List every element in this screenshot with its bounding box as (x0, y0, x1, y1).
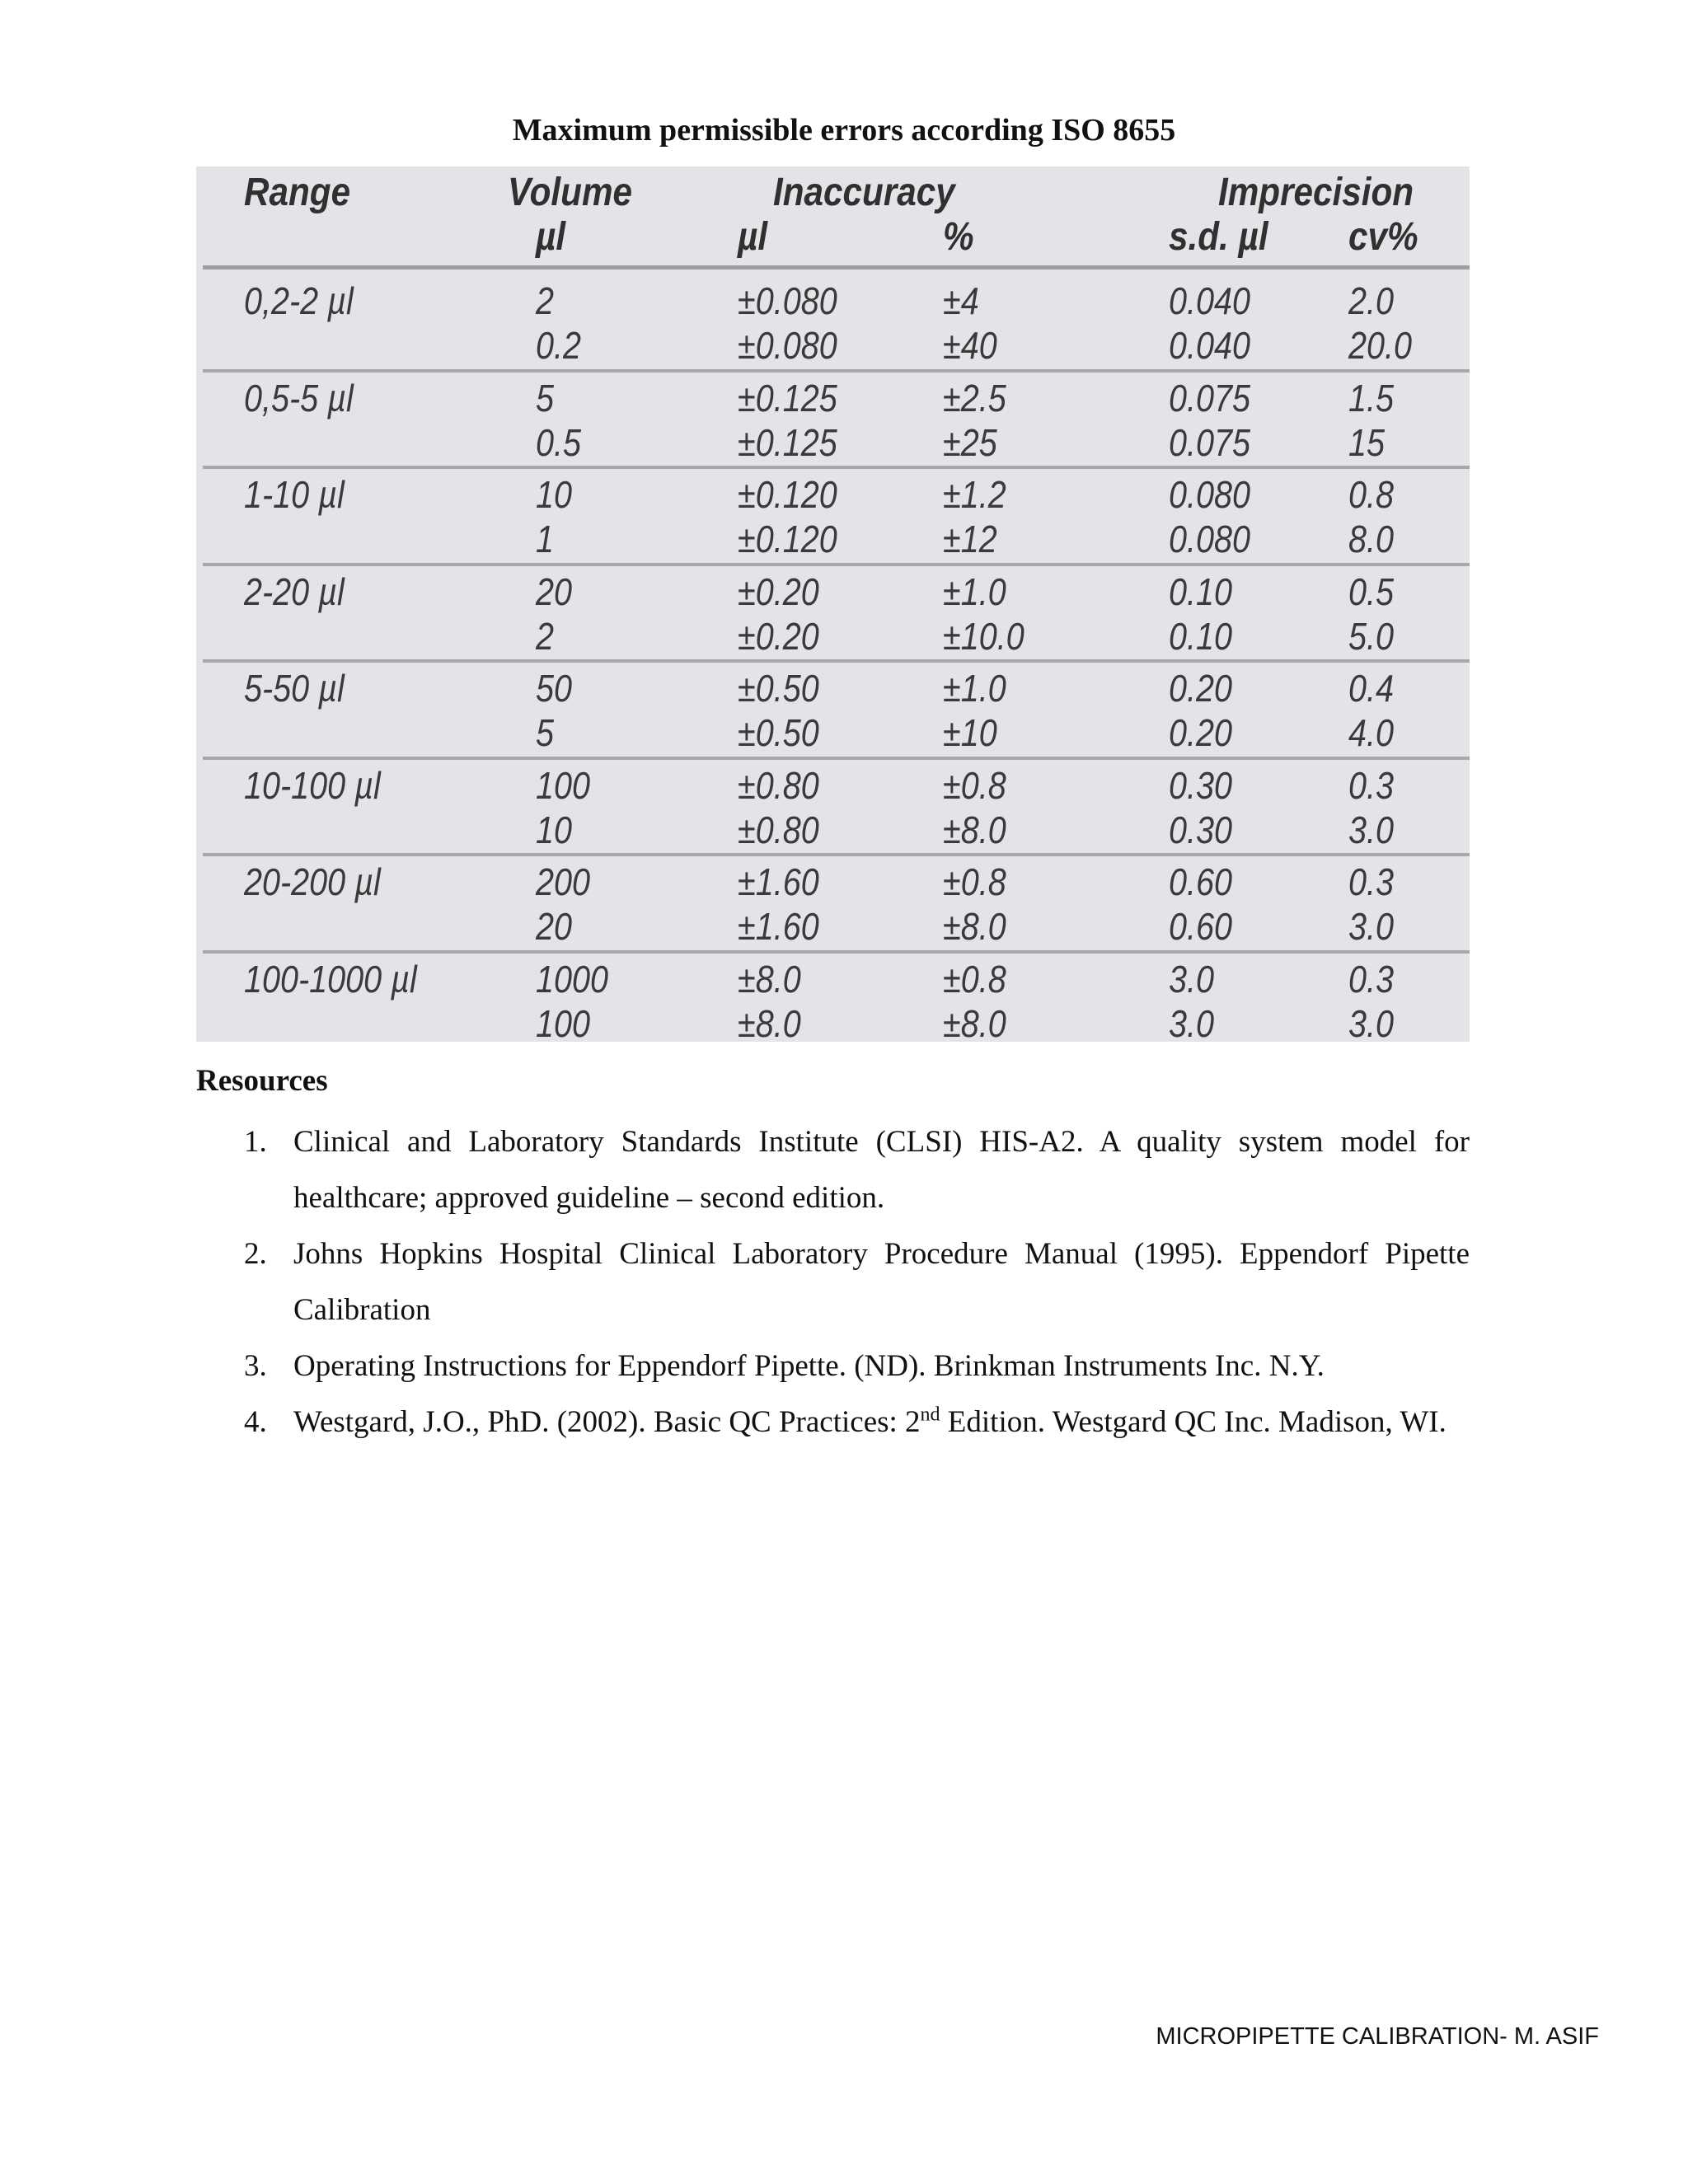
inacc-ul-cell: ±8.0 (738, 1001, 801, 1045)
reference-text: Johns Hopkins Hospital Clinical Laboratory Procedure Manual (1995). Eppendorf Pipette Calibration (293, 1237, 1470, 1327)
sd-cell: 0.30 (1169, 808, 1232, 851)
row-rule (203, 369, 1470, 373)
cv-cell: 2.0 (1348, 279, 1394, 322)
inacc-ul-cell: ±0.120 (738, 518, 837, 560)
range-cell: 0,5-5 µl (244, 376, 354, 419)
range-cell: 10-100 µl (244, 763, 381, 807)
inacc-pct-cell: ±1.0 (943, 667, 1006, 710)
sd-cell: 0.075 (1169, 376, 1251, 419)
volume-cell: 2 (536, 279, 555, 322)
cv-cell: 8.0 (1348, 518, 1394, 560)
row-rule (203, 950, 1470, 954)
range-cell: 100-1000 µl (244, 957, 417, 1001)
inacc-pct-cell: ±8.0 (943, 905, 1006, 948)
range-cell: 2-20 µl (244, 569, 345, 613)
sd-cell: 0.075 (1169, 420, 1251, 464)
inacc-pct-cell: ±8.0 (943, 808, 1006, 851)
row-rule (203, 853, 1470, 856)
reference-number: 2. (244, 1237, 267, 1271)
inacc-ul-cell: ±0.80 (738, 763, 819, 807)
reference-superscript: nd (920, 1404, 940, 1426)
reference-number: 4. (244, 1405, 267, 1439)
reference-text: Clinical and Laboratory Standards Institute (CLSI) HIS-A2. A quality system model for healthcare; approved guideline – second edition. (293, 1125, 1470, 1215)
inacc-pct-cell: ±1.2 (943, 473, 1006, 516)
volume-cell: 50 (536, 667, 573, 710)
cv-cell: 0.3 (1348, 957, 1394, 1001)
inacc-pct-cell: ±4 (943, 279, 979, 322)
volume-cell: 1 (536, 518, 555, 560)
cv-cell: 0.3 (1348, 763, 1394, 807)
inacc-pct-cell: ±0.8 (943, 957, 1006, 1001)
inacc-ul-cell: ±0.120 (738, 473, 837, 516)
header-inaccuracy: Inaccuracy (773, 171, 955, 214)
volume-cell: 0.5 (536, 420, 581, 464)
inacc-ul-cell: ±0.125 (738, 420, 837, 464)
sd-cell: 0.040 (1169, 279, 1251, 322)
inacc-pct-cell: ±0.8 (943, 763, 1006, 807)
reference-item-2 (196, 1226, 1470, 1338)
inacc-pct-cell: ±2.5 (943, 376, 1006, 419)
cv-cell: 4.0 (1348, 711, 1394, 754)
cv-cell: 0.8 (1348, 473, 1394, 516)
sd-cell: 0.10 (1169, 614, 1232, 658)
cv-cell: 0.4 (1348, 667, 1394, 710)
volume-cell: 10 (536, 808, 573, 851)
inacc-ul-cell: ±0.20 (738, 614, 819, 658)
row-rule (203, 659, 1470, 663)
reference-text (293, 1405, 1447, 1439)
volume-cell: 5 (536, 711, 555, 754)
header-range: Range (244, 171, 351, 214)
inacc-ul-cell: ±0.080 (738, 279, 837, 322)
header-inaccuracy-ul: µl (738, 215, 768, 259)
reference-item-3 (196, 1338, 1470, 1394)
volume-cell: 200 (536, 860, 591, 903)
reference-list (196, 1114, 1470, 1451)
sd-cell: 0.080 (1169, 518, 1251, 560)
inacc-pct-cell: ±25 (943, 420, 997, 464)
reference-text-before: Westgard, J.O., PhD. (2002). Basic QC Practices: 2 (293, 1405, 921, 1439)
header-imprecision: Imprecision (1218, 171, 1414, 214)
inacc-pct-cell: ±10.0 (943, 614, 1025, 658)
resources-heading: Resources (196, 1064, 328, 1098)
inacc-pct-cell: ±40 (943, 324, 997, 367)
inacc-ul-cell: ±0.080 (738, 324, 837, 367)
volume-cell: 0.2 (536, 324, 581, 367)
page-title: Maximum permissible errors according ISO 8655 (512, 113, 1176, 148)
volume-cell: 10 (536, 473, 573, 516)
range-cell: 5-50 µl (244, 667, 345, 710)
sd-cell: 3.0 (1169, 957, 1214, 1001)
cv-cell: 3.0 (1348, 808, 1394, 851)
header-sd-ul: s.d. µl (1169, 215, 1268, 259)
reference-number: 3. (244, 1349, 267, 1383)
reference-text-after: Edition. Westgard QC Inc. Madison, WI. (940, 1405, 1447, 1439)
header-cv: cv% (1348, 215, 1418, 259)
inacc-ul-cell: ±0.20 (738, 569, 819, 613)
cv-cell: 20.0 (1348, 324, 1412, 367)
range-cell: 0,2-2 µl (244, 279, 354, 322)
volume-cell: 5 (536, 376, 555, 419)
inacc-ul-cell: ±0.50 (738, 667, 819, 710)
sd-cell: 0.30 (1169, 763, 1232, 807)
inacc-ul-cell: ±1.60 (738, 860, 819, 903)
header-volume-unit: µl (536, 215, 566, 259)
cv-cell: 3.0 (1348, 905, 1394, 948)
row-rule (203, 466, 1470, 469)
header-volume: Volume (508, 171, 633, 214)
range-cell: 1-10 µl (244, 473, 345, 516)
sd-cell: 0.60 (1169, 905, 1232, 948)
row-rule (203, 563, 1470, 566)
volume-cell: 20 (536, 569, 573, 613)
volume-cell: 1000 (536, 957, 609, 1001)
inacc-pct-cell: ±8.0 (943, 1001, 1006, 1045)
row-rule (203, 757, 1470, 760)
volume-cell: 20 (536, 905, 573, 948)
sd-cell: 3.0 (1169, 1001, 1214, 1045)
reference-item-4 (196, 1394, 1470, 1451)
volume-cell: 100 (536, 1001, 591, 1045)
inacc-ul-cell: ±1.60 (738, 905, 819, 948)
inacc-ul-cell: ±0.50 (738, 711, 819, 754)
cv-cell: 15 (1348, 420, 1386, 464)
sd-cell: 0.20 (1169, 711, 1232, 754)
reference-item-1 (196, 1114, 1470, 1226)
header-rule (203, 265, 1470, 269)
sd-cell: 0.20 (1169, 667, 1232, 710)
cv-cell: 3.0 (1348, 1001, 1394, 1045)
inacc-pct-cell: ±0.8 (943, 860, 1006, 903)
cv-cell: 0.5 (1348, 569, 1394, 613)
inacc-ul-cell: ±0.80 (738, 808, 819, 851)
range-cell: 20-200 µl (244, 860, 381, 903)
inacc-ul-cell: ±0.125 (738, 376, 837, 419)
volume-cell: 100 (536, 763, 591, 807)
inacc-pct-cell: ±10 (943, 711, 997, 754)
inacc-ul-cell: ±8.0 (738, 957, 801, 1001)
reference-number: 1. (244, 1125, 267, 1159)
sd-cell: 0.10 (1169, 569, 1232, 613)
cv-cell: 0.3 (1348, 860, 1394, 903)
sd-cell: 0.60 (1169, 860, 1232, 903)
reference-text: Operating Instructions for Eppendorf Pipette. (ND). Brinkman Instruments Inc. N.Y. (293, 1349, 1325, 1383)
sd-cell: 0.040 (1169, 324, 1251, 367)
inacc-pct-cell: ±12 (943, 518, 997, 560)
iso-error-table (196, 166, 1470, 1045)
cv-cell: 5.0 (1348, 614, 1394, 658)
header-inaccuracy-pct: % (943, 215, 974, 259)
page-footer: MICROPIPETTE CALIBRATION- M. ASIF (1156, 2023, 1599, 2050)
volume-cell: 2 (536, 614, 555, 658)
sd-cell: 0.080 (1169, 473, 1251, 516)
inacc-pct-cell: ±1.0 (943, 569, 1006, 613)
cv-cell: 1.5 (1348, 376, 1394, 419)
